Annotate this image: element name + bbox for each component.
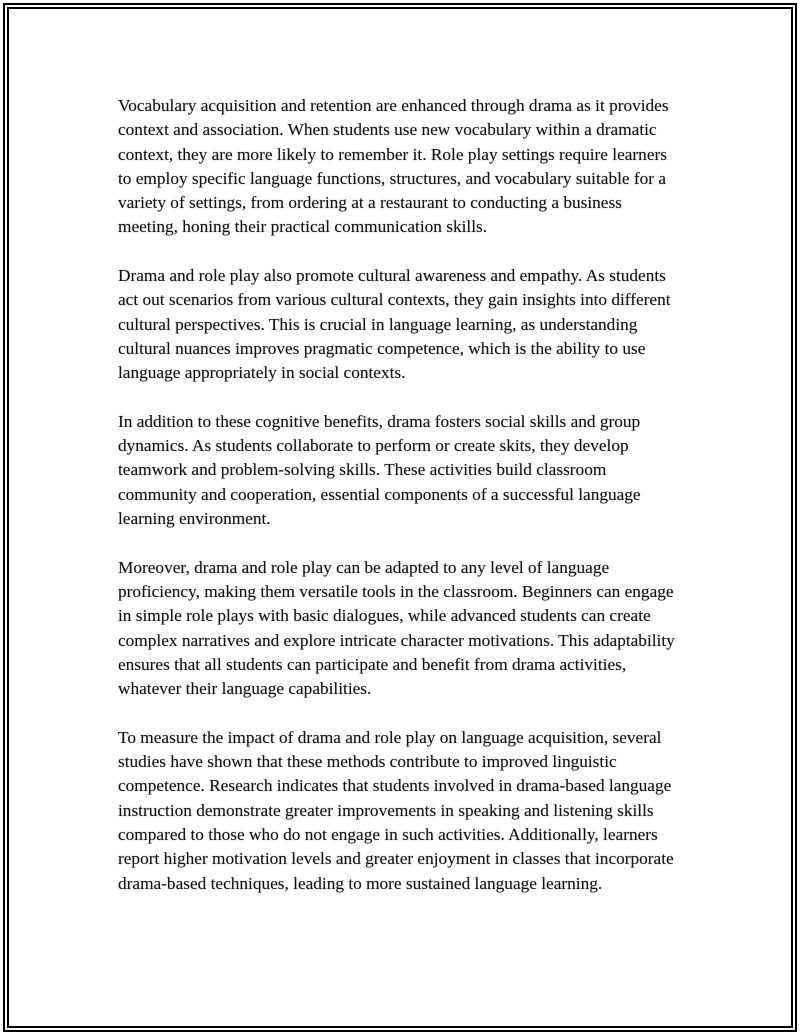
paragraph-vocabulary: Vocabulary acquisition and retention are enhanced through drama as it provides context and association. When students use new vocabulary within a dramatic context, they are more likely to remember it. Role play settings require learners to employ specific language functions, structures, and vocabulary suitable for a variety of settings, from ordering at a restaurant to conducting a business meeting, honing their practical communication skills. xyxy=(118,96,669,237)
paragraph-social-skills: In addition to these cognitive benefits, drama fosters social skills and group dynamics. As students collaborate to perform or create skits, they develop teamwork and problem-solving skills. These activities build classroom community and cooperation, essential components of a successful language learning environment. xyxy=(118,411,641,529)
paragraph-adaptability: Moreover, drama and role play can be adapted to any level of language proficiency, making them versatile tools in the classroom. Beginners can engage in simple role plays with basic dialogues, while advanced students can create complex narratives and explore intricate character motivations. This adaptability ensures that all students can participate and benefit from drama activities, whatever their language capabilities. xyxy=(118,557,675,699)
paragraph-cultural-awareness: Drama and role play also promote cultural awareness and empathy. As students act out scenarios from various cultural contexts, they gain insights into different cultural perspectives. This is crucial in language learning, as understanding cultural nuances improves pragmatic competence, which is the ability to use language appropriately in social contexts. xyxy=(118,266,671,383)
paragraph-impact-measurement: To measure the impact of drama and role play on language acquisition, several studies have shown that these methods contribute to improved linguistic competence. Research indicates that students involved in drama-based language instruction demonstrate greater improvements in speaking and listening skills compared to those who do not engage in such activities. Additionally, learners report higher motivation levels and greater enjoyment in classes that incorporate drama-based techniques, leading to more sustained language learning. xyxy=(118,727,674,893)
document-body xyxy=(118,94,684,920)
